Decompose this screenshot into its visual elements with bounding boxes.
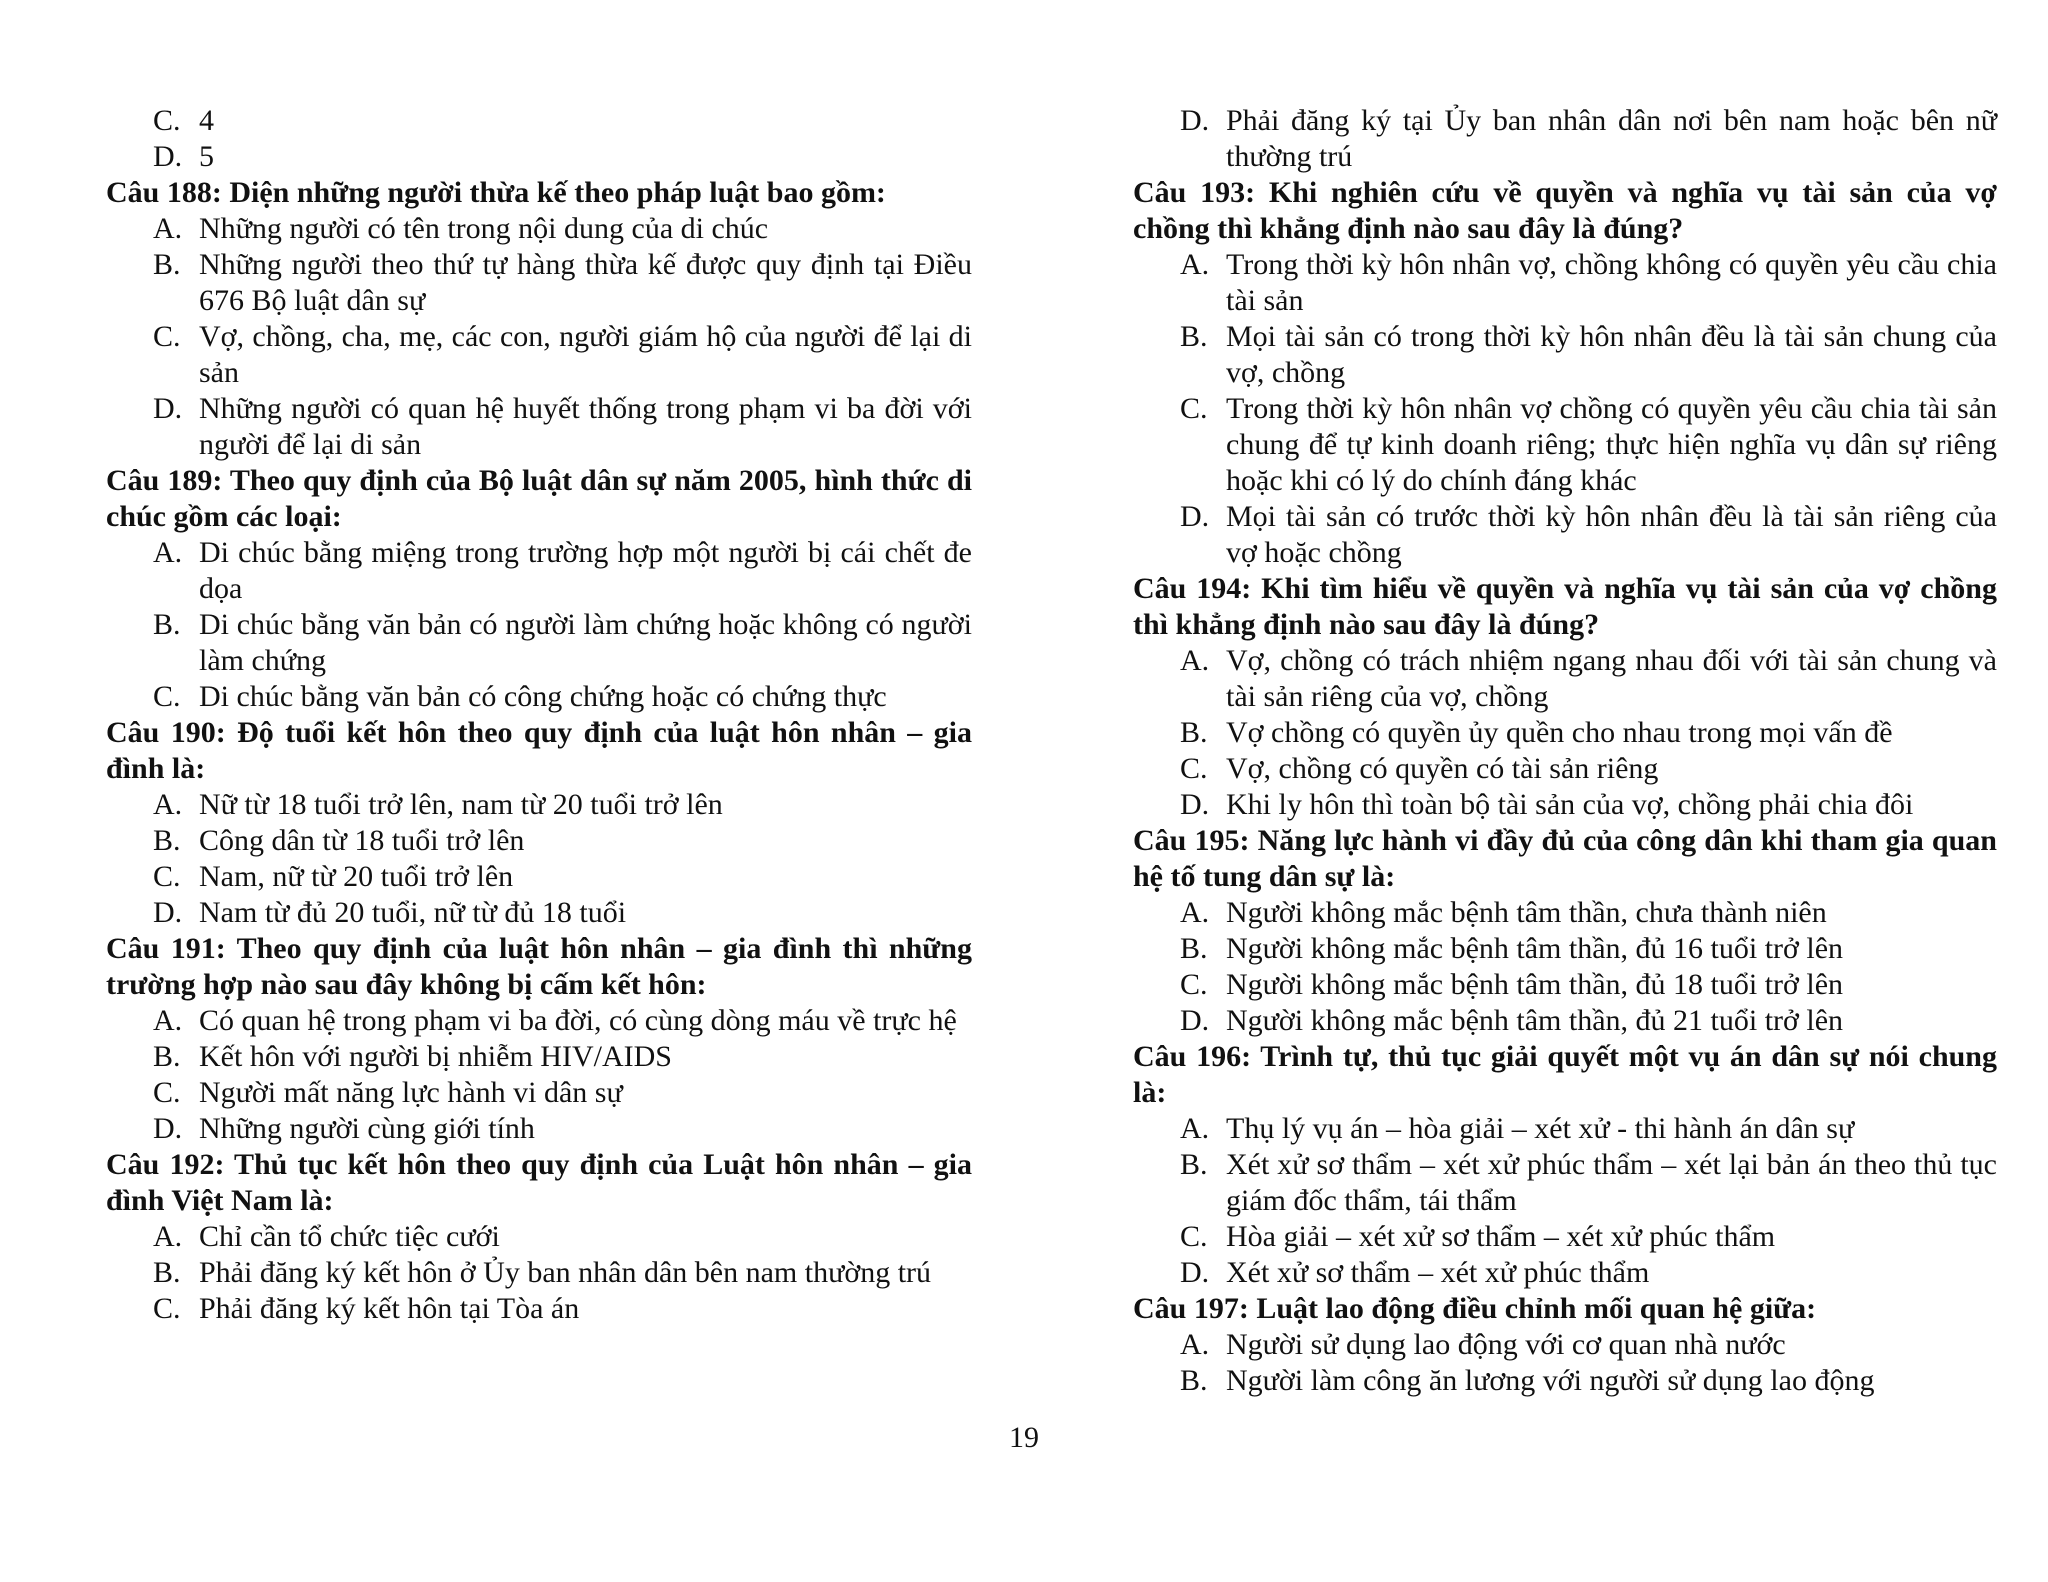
option-letter: D. [1180, 1004, 1210, 1037]
answer-option [1180, 1003, 1997, 1039]
question-text: Câu 197: Luật lao động điều chỉnh mối quan hệ giữa: [1133, 1292, 1817, 1325]
option-text: Phải đăng ký tại Ủy ban nhân dân nơi bên nam hoặc bên nữ thường trú [1226, 104, 1997, 173]
option-letter: A. [153, 536, 183, 569]
option-letter: A. [1180, 896, 1210, 929]
option-text: Những người có tên trong nội dung của di chúc [199, 212, 769, 245]
option-text: Thụ lý vụ án – hòa giải – xét xử - thi hành án dân sự [1226, 1112, 1855, 1145]
answer-option [153, 1219, 972, 1255]
option-text: Chỉ cần tổ chức tiệc cưới [199, 1220, 500, 1253]
option-letter: A. [153, 788, 183, 821]
option-letter: A. [153, 1220, 183, 1253]
option-letter: B. [1180, 320, 1208, 353]
option-text: Trong thời kỳ hôn nhân vợ chồng có quyền yêu cầu chia tài sản chung để tự kinh doanh riêng; thực hiện nghĩa vụ dân sự riêng hoặc khi có lý do chính đáng khác [1226, 392, 1997, 497]
option-letter: C. [1180, 392, 1208, 425]
option-letter: C. [1180, 1220, 1208, 1253]
question-text: Câu 193: Khi nghiên cứu về quyền và nghĩa vụ tài sản của vợ chồng thì khẳng định nào sau đây là đúng? [1133, 176, 1997, 245]
answer-option [153, 1003, 972, 1039]
option-text: Vợ, chồng có quyền có tài sản riêng [1226, 752, 1659, 785]
option-text: Nam, nữ từ 20 tuổi trở lên [199, 860, 514, 893]
answer-option [1180, 499, 1997, 571]
answer-option [153, 1291, 972, 1327]
option-letter: C. [153, 680, 181, 713]
option-text: Xét xử sơ thẩm – xét xử phúc thẩm – xét lại bản án theo thủ tục giám đốc thẩm, tái thẩm [1226, 1148, 1997, 1217]
option-letter: D. [153, 896, 183, 929]
answer-option [153, 895, 972, 931]
question-text: Câu 192: Thủ tục kết hôn theo quy định của Luật hôn nhân – gia đình Việt Nam là: [106, 1148, 972, 1217]
option-text: Vợ, chồng, cha, mẹ, các con, người giám hộ của người để lại di sản [199, 320, 972, 389]
answer-option [1180, 1111, 1997, 1147]
option-text: Người sử dụng lao động với cơ quan nhà nước [1226, 1328, 1786, 1361]
answer-option [153, 535, 972, 607]
option-text: Trong thời kỳ hôn nhân vợ, chồng không có quyền yêu cầu chia tài sản [1226, 248, 1997, 317]
option-text: Người làm công ăn lương với người sử dụng lao động [1226, 1364, 1875, 1397]
option-text: Người mất năng lực hành vi dân sự [199, 1076, 623, 1109]
option-letter: C. [153, 1076, 181, 1109]
option-letter: D. [153, 1112, 183, 1145]
answer-option [1180, 391, 1997, 499]
option-text: Người không mắc bệnh tâm thần, đủ 21 tuổi trở lên [1226, 1004, 1844, 1037]
answer-option [1180, 715, 1997, 751]
answer-option [153, 823, 972, 859]
option-letter: B. [1180, 932, 1208, 965]
option-letter: B. [1180, 716, 1208, 749]
answer-option [1180, 895, 1997, 931]
option-letter: C. [153, 860, 181, 893]
option-text: Di chúc bằng miệng trong trường hợp một người bị cái chết đe dọa [199, 536, 972, 605]
option-text: Những người cùng giới tính [199, 1112, 535, 1145]
option-text: Hòa giải – xét xử sơ thẩm – xét xử phúc thẩm [1226, 1220, 1776, 1253]
answer-option [153, 139, 972, 175]
answer-option [1180, 319, 1997, 391]
option-text: Phải đăng ký kết hôn tại Tòa án [199, 1292, 580, 1325]
answer-option [1180, 1363, 1997, 1399]
option-letter: A. [1180, 1328, 1210, 1361]
answer-option [153, 319, 972, 391]
answer-option [153, 1039, 972, 1075]
option-letter: C. [1180, 968, 1208, 1001]
question-text: Câu 191: Theo quy định của luật hôn nhân – gia đình thì những trường hợp nào sau đây không bị cấm kết hôn: [106, 932, 972, 1001]
answer-option [153, 1075, 972, 1111]
option-text: 4 [199, 104, 214, 137]
answer-option [1180, 1255, 1997, 1291]
option-letter: A. [153, 212, 183, 245]
page-number: 19 [1009, 1421, 1039, 1454]
option-text: Di chúc bằng văn bản có công chứng hoặc có chứng thực [199, 680, 887, 713]
answer-option [153, 679, 972, 715]
option-text: Phải đăng ký kết hôn ở Ủy ban nhân dân bên nam thường trú [199, 1256, 932, 1289]
option-text: Người không mắc bệnh tâm thần, đủ 18 tuổi trở lên [1226, 968, 1844, 1001]
option-text: Di chúc bằng văn bản có người làm chứng hoặc không có người làm chứng [199, 608, 972, 677]
option-letter: B. [1180, 1148, 1208, 1181]
answer-option [153, 391, 972, 463]
question-text: Câu 194: Khi tìm hiểu về quyền và nghĩa vụ tài sản của vợ chồng thì khẳng định nào sau đây là đúng? [1133, 572, 1997, 641]
question-text: Câu 195: Năng lực hành vi đầy đủ của công dân khi tham gia quan hệ tố tung dân sự là: [1133, 824, 1997, 893]
option-letter: C. [1180, 752, 1208, 785]
option-letter: D. [1180, 104, 1210, 137]
option-letter: D. [153, 140, 183, 173]
option-text: Người không mắc bệnh tâm thần, chưa thành niên [1226, 896, 1827, 929]
option-text: Mọi tài sản có trong thời kỳ hôn nhân đều là tài sản chung của vợ, chồng [1226, 320, 1997, 389]
question-text: Câu 190: Độ tuổi kết hôn theo quy định của luật hôn nhân – gia đình là: [106, 716, 972, 785]
option-letter: B. [153, 1256, 181, 1289]
option-letter: B. [1180, 1364, 1208, 1397]
answer-option [153, 787, 972, 823]
answer-option [1180, 931, 1997, 967]
question-text: Câu 188: Diện những người thừa kế theo pháp luật bao gồm: [106, 176, 886, 209]
option-letter: D. [153, 392, 183, 425]
option-letter: C. [153, 1292, 181, 1325]
option-text: Có quan hệ trong phạm vi ba đời, có cùng dòng máu về trực hệ [199, 1004, 957, 1037]
option-text: 5 [199, 140, 214, 173]
option-letter: A. [153, 1004, 183, 1037]
option-letter: A. [1180, 644, 1210, 677]
answer-option [1180, 751, 1997, 787]
answer-option [1180, 1327, 1997, 1363]
option-text: Nam từ đủ 20 tuổi, nữ từ đủ 18 tuổi [199, 896, 627, 929]
option-text: Người không mắc bệnh tâm thần, đủ 16 tuổi trở lên [1226, 932, 1844, 965]
answer-option [153, 1255, 972, 1291]
option-text: Vợ, chồng có trách nhiệm ngang nhau đối với tài sản chung và tài sản riêng của vợ, chồng [1226, 644, 1997, 713]
option-letter: A. [1180, 1112, 1210, 1145]
answer-option [153, 1111, 972, 1147]
right-column [1133, 103, 1997, 1399]
answer-option [1180, 643, 1997, 715]
answer-option [1180, 787, 1997, 823]
option-text: Những người theo thứ tự hàng thừa kế được quy định tại Điều 676 Bộ luật dân sự [199, 248, 972, 317]
left-column [106, 103, 972, 1327]
option-text: Mọi tài sản có trước thời kỳ hôn nhân đều là tài sản riêng của vợ hoặc chồng [1226, 500, 1997, 569]
option-letter: C. [153, 320, 181, 353]
answer-option [153, 607, 972, 679]
answer-option [153, 247, 972, 319]
answer-option [153, 211, 972, 247]
option-letter: C. [153, 104, 181, 137]
answer-option [1180, 967, 1997, 1003]
answer-option [1180, 103, 1997, 175]
answer-option [1180, 1219, 1997, 1255]
option-letter: D. [1180, 1256, 1210, 1289]
question-text: Câu 189: Theo quy định của Bộ luật dân sự năm 2005, hình thức di chúc gồm các loại: [106, 464, 972, 533]
option-letter: D. [1180, 500, 1210, 533]
option-text: Nữ từ 18 tuổi trở lên, nam từ 20 tuổi trở lên [199, 788, 723, 821]
question-text: Câu 196: Trình tự, thủ tục giải quyết một vụ án dân sự nói chung là: [1133, 1040, 1997, 1109]
option-letter: D. [1180, 788, 1210, 821]
answer-option [1180, 1147, 1997, 1219]
option-letter: B. [153, 248, 181, 281]
option-letter: B. [153, 1040, 181, 1073]
option-text: Khi ly hôn thì toàn bộ tài sản của vợ, chồng phải chia đôi [1226, 788, 1914, 821]
answer-option [153, 103, 972, 139]
option-text: Vợ chồng có quyền ủy quền cho nhau trong mọi vấn đề [1226, 716, 1893, 749]
answer-option [1180, 247, 1997, 319]
option-letter: B. [153, 824, 181, 857]
option-text: Những người có quan hệ huyết thống trong phạm vi ba đời với người để lại di sản [199, 392, 972, 461]
answer-option [153, 859, 972, 895]
option-text: Xét xử sơ thẩm – xét xử phúc thẩm [1226, 1256, 1650, 1289]
option-letter: B. [153, 608, 181, 641]
option-letter: A. [1180, 248, 1210, 281]
option-text: Kết hôn với người bị nhiễm HIV/AIDS [199, 1040, 672, 1073]
option-text: Công dân từ 18 tuổi trở lên [199, 824, 525, 857]
